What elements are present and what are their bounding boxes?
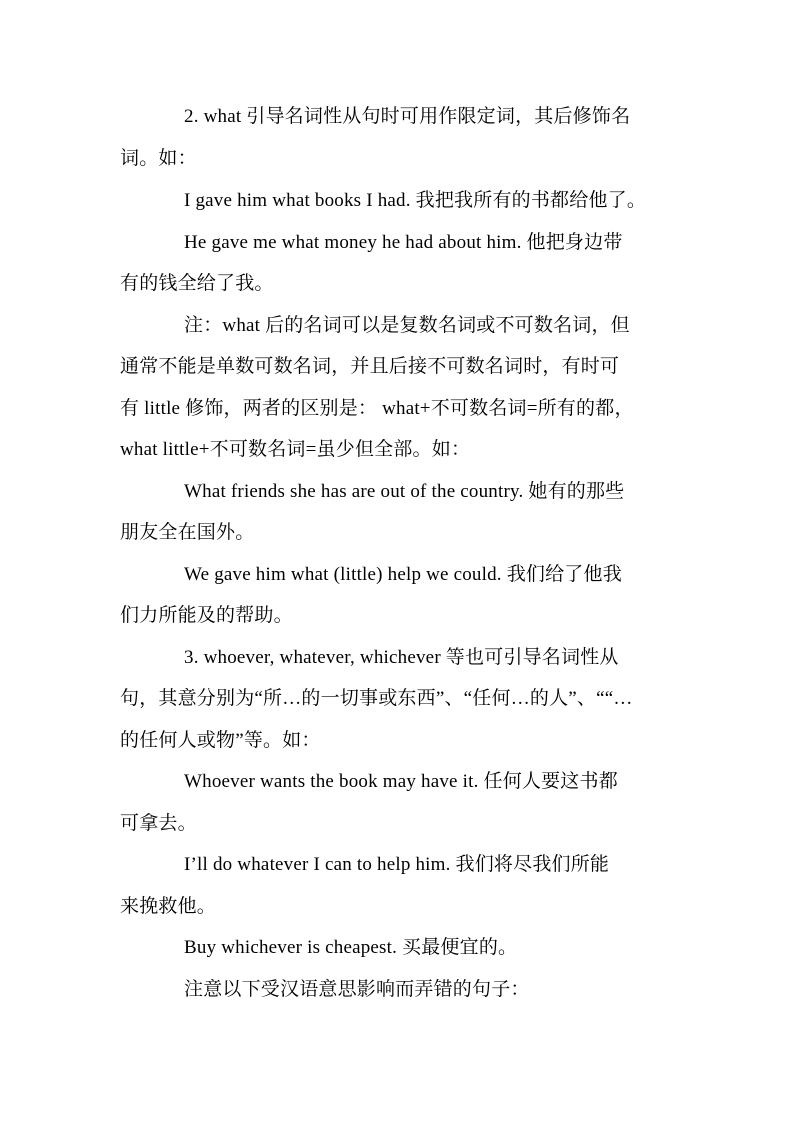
paragraph-line: 有的钱全给了我。 xyxy=(120,273,274,294)
paragraph-line: 可拿去。 xyxy=(120,813,197,834)
example-sentence: We gave him what (little) help we could. 我们给了他我 xyxy=(184,564,622,585)
note-line: 有 little 修饰，两者的区别是： what+不可数名词=所有的都， xyxy=(120,398,634,419)
paragraph-line: 朋友全在国外。 xyxy=(120,522,255,543)
example-sentence: Whoever wants the book may have it. 任何人要这书都 xyxy=(184,771,618,792)
note-line: what little+不可数名词=虽少但全部。如： xyxy=(120,439,471,460)
paragraph-line: 来挽救他。 xyxy=(120,896,217,917)
example-sentence: I’ll do whatever I can to help him. 我们将尽我们所能 xyxy=(184,854,610,875)
paragraph-line: 们力所能及的帮助。 xyxy=(120,605,293,626)
paragraph-line: 的任何人或物”等。如： xyxy=(120,730,321,751)
paragraph-line: 2. what 引导名词性从句时可用作限定词，其后修饰名 xyxy=(184,106,631,127)
note-line: 通常不能是单数可数名词，并且后接不可数名词时，有时可 xyxy=(120,356,620,377)
note-line: 注：what 后的名词可以是复数名词或不可数名词，但 xyxy=(184,315,630,336)
paragraph-line: 句，其意分别为“所…的一切事或东西”、“任何…的人”、““… xyxy=(120,688,633,709)
paragraph-line: 3. whoever, whatever, whichever 等也可引导名词性从 xyxy=(184,647,619,668)
paragraph-line: 词。如： xyxy=(120,148,197,169)
example-sentence: He gave me what money he had about him. 他把身边带 xyxy=(184,232,623,253)
example-sentence: I gave him what books I had. 我把我所有的书都给他了。 xyxy=(184,190,647,211)
example-sentence: What friends she has are out of the country. 她有的那些 xyxy=(184,481,625,502)
paragraph-line: 注意以下受汉语意思影响而弄错的句子： xyxy=(184,979,530,1000)
example-sentence: Buy whichever is cheapest. 买最便宜的。 xyxy=(184,937,518,958)
